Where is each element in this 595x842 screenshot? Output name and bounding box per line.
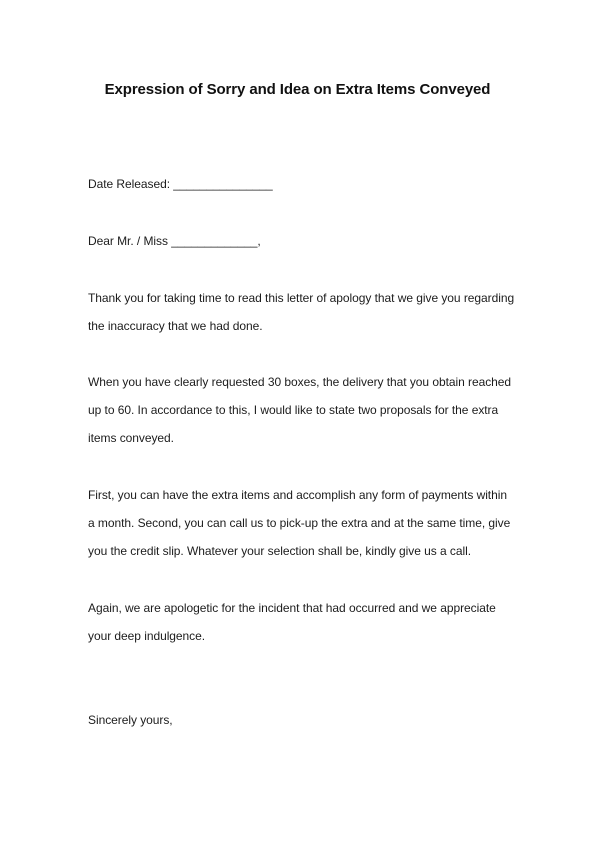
paragraph-4-line-2: your deep indulgence. — [88, 629, 206, 643]
paragraph-1-line-1: Thank you for taking time to read this letter of apology that we give you regarding — [88, 291, 515, 305]
paragraph-3-line-2: a month. Second, you can call us to pick-up the extra and at the same time, give — [88, 516, 511, 530]
paragraph-3-line-3: you the credit slip. Whatever your selection shall be, kindly give us a call. — [88, 544, 472, 558]
paragraph-2-line-2: up to 60. In accordance to this, I would like to state two proposals for the extra — [88, 403, 499, 417]
paragraph-3-line-1: First, you can have the extra items and accomplish any form of payments within — [88, 488, 507, 502]
salutation: Dear Mr. / Miss _____________, — [88, 234, 261, 248]
closing: Sincerely yours, — [88, 713, 173, 727]
paragraph-4-line-1: Again, we are apologetic for the incident that had occurred and we appreciate — [88, 601, 496, 615]
date-line: Date Released: _______________ — [88, 177, 273, 191]
paragraph-2-line-1: When you have clearly requested 30 boxes, the delivery that you obtain reached — [88, 375, 512, 389]
paragraph-2-line-3: items conveyed. — [88, 431, 174, 445]
paragraph-1-line-2: the inaccuracy that we had done. — [88, 319, 263, 333]
letter-title: Expression of Sorry and Idea on Extra Items Conveyed — [104, 81, 491, 98]
